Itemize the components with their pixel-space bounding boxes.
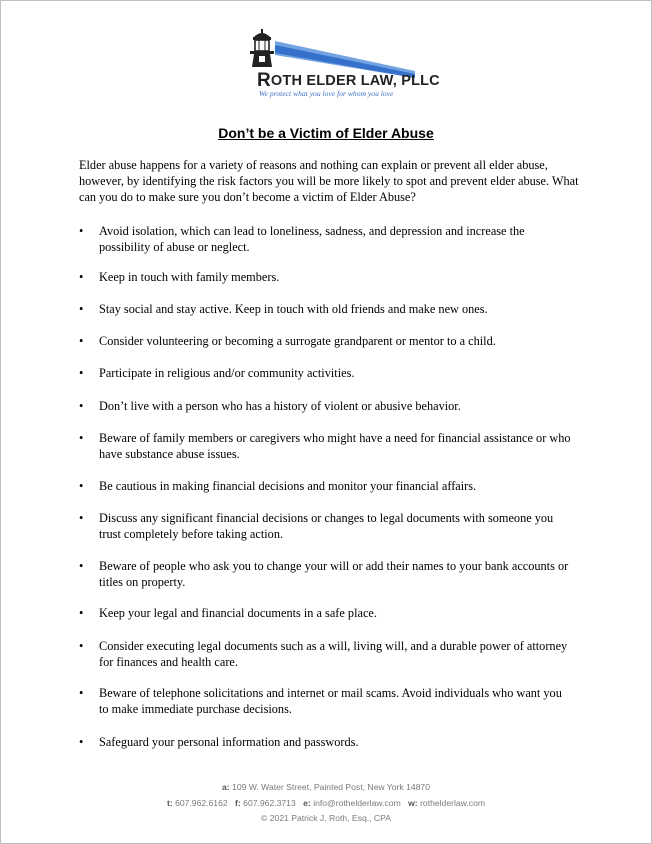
firm-tagline: We protect what you love for whom you love bbox=[259, 89, 394, 98]
bullet-icon: • bbox=[79, 399, 84, 413]
bullet-icon: • bbox=[79, 559, 84, 573]
list-item: • Participate in religious and/or community activities. bbox=[79, 366, 355, 380]
list-item: • Stay social and stay active. Keep in touch with old friends and make new ones. bbox=[79, 302, 488, 316]
bullet-icon: • bbox=[79, 606, 84, 620]
list-item: • Keep in touch with family members. bbox=[79, 270, 280, 284]
list-item: • Safeguard your personal information and passwords. bbox=[79, 735, 359, 749]
footer-address: a: 109 W. Water Street, Painted Post, New York 14870 bbox=[222, 782, 430, 792]
footer-contacts: t: 607.962.6162 f: 607.962.3713 e: info@rothelderlaw.com w: rothelderlaw.com bbox=[166, 798, 486, 808]
footer-copyright: © 2021 Patrick J. Roth, Esq., CPA bbox=[261, 813, 391, 823]
phone-number: 607.962.6162 bbox=[175, 798, 228, 808]
list-item: • Beware of telephone solicitations and internet or mail scams. Avoid individuals who want you to make immediate purchase decisions. bbox=[79, 686, 562, 716]
list-item: • Avoid isolation, which can lead to loneliness, sadness, and depression and increase the possibility of abuse or neglect. bbox=[79, 224, 525, 254]
bullet-icon: • bbox=[79, 334, 84, 348]
website-link[interactable]: rothelderlaw.com bbox=[420, 798, 486, 808]
bullet-icon: • bbox=[79, 270, 84, 284]
firm-logo bbox=[237, 27, 440, 99]
bullet-icon: • bbox=[79, 511, 84, 525]
bullet-icon: • bbox=[79, 431, 84, 445]
bullet-icon: • bbox=[79, 302, 84, 316]
bullet-icon: • bbox=[79, 224, 84, 238]
bullet-icon: • bbox=[79, 639, 84, 653]
list-item: • Consider executing legal documents such as a will, living will, and a durable power of attorney for finances and health care. bbox=[79, 639, 568, 669]
list-item: • Consider volunteering or becoming a surrogate grandparent or mentor to a child. bbox=[79, 334, 496, 348]
bullet-icon: • bbox=[79, 366, 84, 380]
document-title: Don’t be a Victim of Elder Abuse bbox=[218, 125, 434, 141]
bullet-icon: • bbox=[79, 686, 84, 700]
bullet-icon: • bbox=[79, 479, 84, 493]
list-item: • Discuss any significant financial decisions or changes to legal documents with someone you trust completely before taking action. bbox=[79, 511, 554, 541]
firm-name: ROTH ELDER LAW, PLLC bbox=[257, 70, 440, 91]
list-item: • Beware of people who ask you to change your will or add their names to your bank accounts or titles on property. bbox=[79, 559, 569, 589]
email-link[interactable]: info@rothelderlaw.com bbox=[313, 798, 401, 808]
intro-paragraph: Elder abuse happens for a variety of reasons and nothing can explain or prevent all elder abuse, however, by identifying the risk factors you will be more likely to spot and prevent elder abuse. What can you do to make sure you don’t become a victim of Elder Abuse? bbox=[79, 158, 579, 204]
list-item: • Keep your legal and financial documents in a safe place. bbox=[79, 606, 377, 620]
list-item: • Beware of family members or caregivers who might have a need for financial assistance or who have substance abuse issues. bbox=[79, 431, 571, 461]
fax-number: 607.962.3713 bbox=[243, 798, 296, 808]
bullet-icon: • bbox=[79, 735, 84, 749]
list-item: • Be cautious in making financial decisions and monitor your financial affairs. bbox=[79, 479, 477, 493]
list-item: • Don’t live with a person who has a history of violent or abusive behavior. bbox=[79, 399, 461, 413]
